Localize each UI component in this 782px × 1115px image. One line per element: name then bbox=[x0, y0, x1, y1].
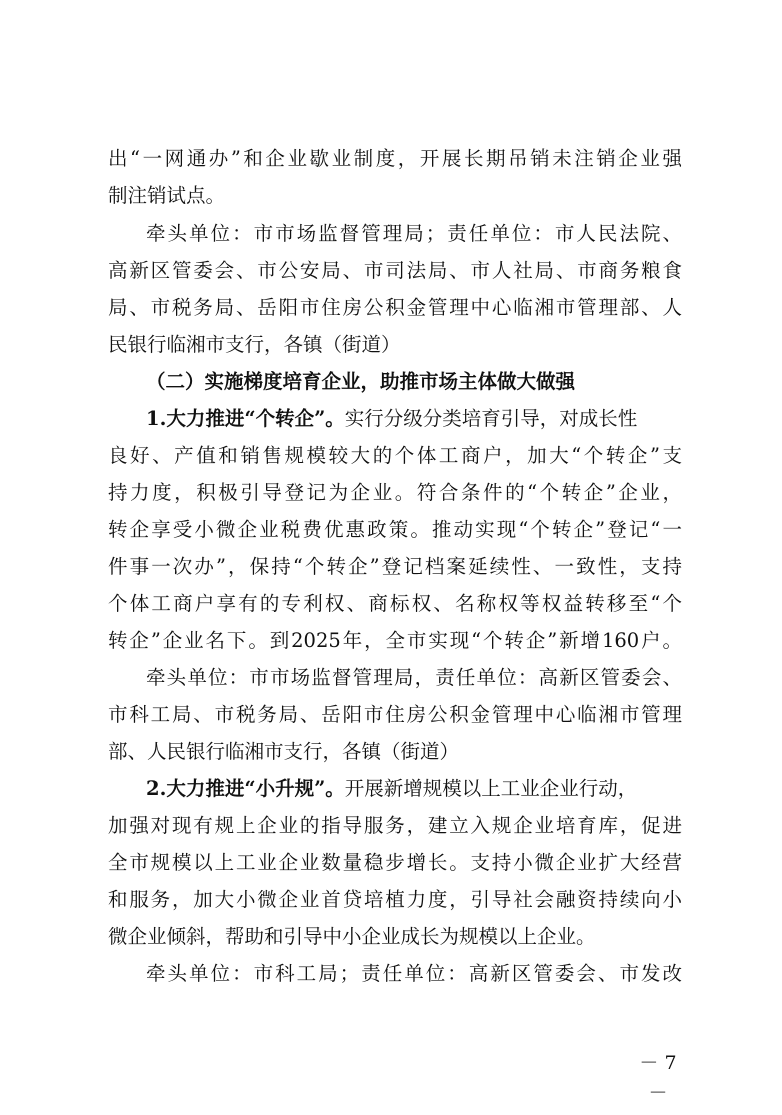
item-1-title: 1.大力推进“个转企”。 bbox=[146, 407, 345, 430]
body-line: 转企”企业名下。到2025年，全市实现“个转企”新增160户。 bbox=[108, 629, 682, 652]
lead-unit-line: 牵头单位：市市场监督管理局，责任单位：高新区管委会、 bbox=[146, 666, 682, 689]
body-line: 持力度，积极引导登记为企业。符合条件的“个转企”企业， bbox=[108, 481, 682, 504]
body-line: 和服务，加大小微企业首贷培植力度，引导社会融资持续向小 bbox=[108, 888, 682, 911]
item-2-title: 2.大力推进“小升规”。 bbox=[146, 777, 345, 800]
body-line: 民银行临湘市支行，各镇（街道） bbox=[108, 333, 401, 356]
body-line: 全市规模以上工业企业数量稳步增长。支持小微企业扩大经营 bbox=[108, 851, 682, 874]
body-line: 高新区管委会、市公安局、市司法局、市人社局、市商务粮食 bbox=[108, 259, 682, 282]
item-2-first-line bbox=[146, 773, 682, 805]
body-line: 微企业倾斜，帮助和引导中小企业成长为规模以上企业。 bbox=[108, 925, 596, 948]
item-1-first-line bbox=[146, 403, 682, 435]
body-line: 制注销试点。 bbox=[108, 184, 226, 207]
body-line: 市科工局、市税务局、岳阳市住房公积金管理中心临湘市管理 bbox=[108, 703, 682, 726]
lead-unit-line: 牵头单位：市科工局；责任单位：高新区管委会、市发改 bbox=[146, 962, 682, 985]
section-heading: （二）实施梯度培育企业，助推市场主体做大做强 bbox=[146, 370, 576, 393]
body-line: 部、人民银行临湘市支行，各镇（街道） bbox=[108, 740, 460, 763]
item-1-text: 实行分级分类培育引导，对成长性 bbox=[344, 407, 638, 430]
body-line: 转企享受小微企业税费优惠政策。推动实现“个转企”登记“一 bbox=[108, 518, 682, 541]
page-number: － 7 － bbox=[639, 1052, 677, 1104]
body-line: 出“一网通办”和企业歇业制度，开展长期吊销未注销企业强 bbox=[108, 147, 682, 170]
body-line: 个体工商户享有的专利权、商标权、名称权等权益转移至“个 bbox=[108, 592, 682, 615]
body-line: 良好、产值和销售规模较大的个体工商户，加大“个转企”支 bbox=[108, 444, 682, 467]
body-line: 件事一次办”，保持“个转企”登记档案延续性、一致性，支持 bbox=[108, 555, 682, 578]
item-2-text: 开展新增规模以上工业企业行动， bbox=[344, 777, 638, 800]
body-line: 加强对现有规上企业的指导服务，建立入规企业培育库，促进 bbox=[108, 814, 682, 837]
body-line: 局、市税务局、岳阳市住房公积金管理中心临湘市管理部、人 bbox=[108, 296, 682, 319]
lead-unit-line: 牵头单位：市市场监督管理局；责任单位：市人民法院、 bbox=[146, 222, 682, 245]
